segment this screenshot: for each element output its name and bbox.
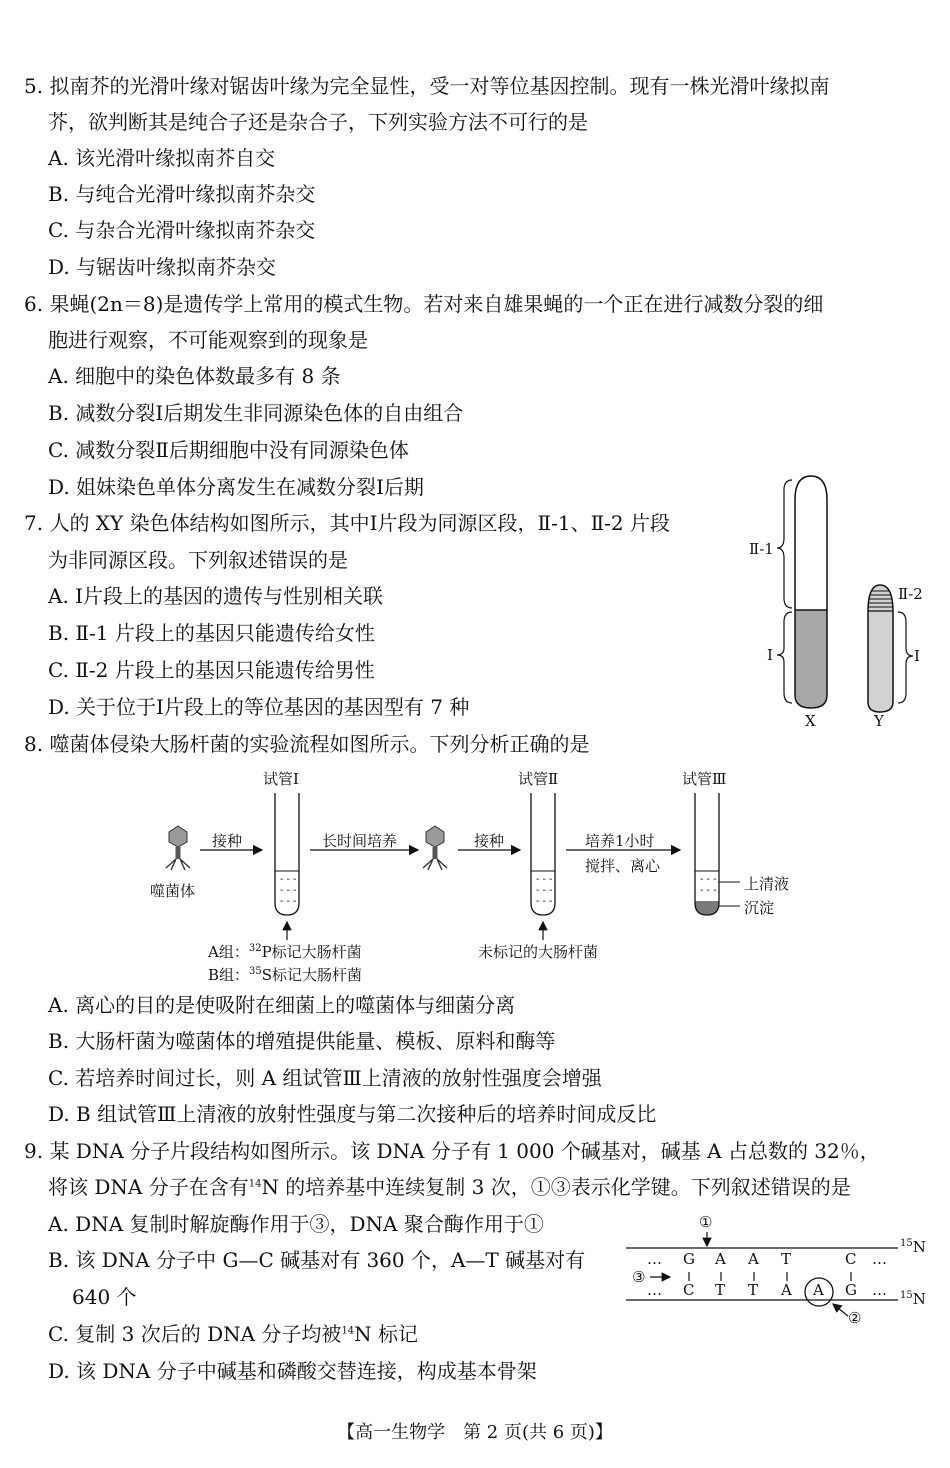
dna-bottom-base: G xyxy=(845,1281,857,1299)
q7-option-a: A. Ⅰ片段上的基因的遗传与性别相关联 xyxy=(48,584,384,608)
q5-stem-line1: 5. 拟南芥的光滑叶缘对锯齿叶缘为完全显性，受一对等位基因控制。现有一株光滑叶缘拟南 xyxy=(24,74,830,98)
dna-top-base: A xyxy=(748,1250,759,1268)
marker2-arrow xyxy=(833,1304,848,1316)
q9-stem-line2: 将该 DNA 分子在含有$^{14}$N 的培养基中连续复制 3 次，①③表示化学键。下列叙述错误的是 xyxy=(48,1175,851,1199)
dna-top-base: A xyxy=(715,1250,726,1268)
q9-option-b-line2: 640 个 xyxy=(72,1285,137,1309)
svg-text:- - -: - - - xyxy=(700,885,717,896)
q8-option-c: C. 若培养时间过长，则 A 组试管Ⅲ上清液的放射性强度会增强 xyxy=(48,1066,602,1090)
svg-text:- - -: - - - xyxy=(280,874,297,885)
tube3-label: 试管Ⅲ xyxy=(682,770,727,788)
arrow1-label: 接种 xyxy=(212,832,243,850)
svg-text:- - -: - - - xyxy=(280,885,297,896)
unlabeled-bacteria-label: 未标记的大肠杆菌 xyxy=(478,943,599,961)
svg-text:- - -: - - - xyxy=(536,874,553,885)
arrow2-label: 长时间培养 xyxy=(322,832,398,850)
dna-bottom-base: A xyxy=(781,1281,792,1299)
tube1-label: 试管Ⅰ xyxy=(263,770,299,788)
group-b-label: B组：$^{35}$S标记大肠杆菌 xyxy=(208,966,363,984)
q6-option-c: C. 减数分裂Ⅱ后期细胞中没有同源染色体 xyxy=(48,438,409,462)
dna-top-base: … xyxy=(872,1250,887,1268)
label-y: Y xyxy=(874,712,884,730)
q9-option-c: C. 复制 3 次后的 DNA 分子均被$^{14}$N 标记 xyxy=(48,1322,419,1346)
q6-stem-line2: 胞进行观察，不可能观察到的现象是 xyxy=(48,328,368,352)
group-a-label: A组：$^{32}$P标记大肠杆菌 xyxy=(208,943,362,961)
q7-stem-line1: 7. 人的 XY 染色体结构如图所示，其中Ⅰ片段为同源区段，Ⅱ-1、Ⅱ-2 片段 xyxy=(24,511,671,535)
q6-stem-line1: 6. 果蝇(2n＝8)是遗传学上常用的模式生物。若对来自雄果蝇的一个正在进行减数分裂的细 xyxy=(24,292,824,316)
dna-top-base: … xyxy=(647,1250,662,1268)
marker1-label: ① xyxy=(699,1213,713,1231)
dna-bottom-base: C xyxy=(683,1281,695,1299)
n15-bottom-label: $^{15}$N xyxy=(900,1290,926,1308)
svg-text:- - -: - - - xyxy=(536,896,553,907)
dna-bottom-base: … xyxy=(647,1281,662,1299)
dna-top-base: G xyxy=(683,1250,695,1268)
arrow3-label: 接种 xyxy=(474,832,505,850)
label-x: X xyxy=(805,712,816,730)
q6-option-a: A. 细胞中的染色体数最多有 8 条 xyxy=(48,364,341,388)
q7-option-b: B. Ⅱ-1 片段上的基因只能遗传给女性 xyxy=(48,621,375,645)
svg-text:- - -: - - - xyxy=(700,874,717,885)
dna-bottom-base: … xyxy=(872,1281,887,1299)
label-i-x: Ⅰ xyxy=(767,646,773,664)
phage-label: 噬菌体 xyxy=(150,882,196,900)
marker3-label: ③ xyxy=(632,1268,646,1286)
svg-text:- - -: - - - xyxy=(536,885,553,896)
q7-option-d: D. 关于位于Ⅰ片段上的等位基因的基因型有 7 种 xyxy=(48,695,470,719)
q9-stem-line1: 9. 某 DNA 分子片段结构如图所示。该 DNA 分子有 1 000 个碱基对，碱基 A 占总数的 32％， xyxy=(24,1139,880,1163)
dna-top-base: C xyxy=(845,1250,857,1268)
sediment-label: 沉淀 xyxy=(744,899,775,917)
q6-option-b: B. 减数分裂Ⅰ后期发生非同源染色体的自由组合 xyxy=(48,401,464,425)
q9-option-b-line1: B. 该 DNA 分子中 G—C 碱基对有 360 个，A—T 碱基对有 xyxy=(48,1248,586,1272)
dna-bottom-base: T xyxy=(748,1281,759,1299)
q8-option-b: B. 大肠杆菌为噬菌体的增殖提供能量、模板、原料和酶等 xyxy=(48,1029,556,1053)
q5-option-c: C. 与杂合光滑叶缘拟南芥杂交 xyxy=(48,218,316,242)
q7-option-c: C. Ⅱ-2 片段上的基因只能遗传给男性 xyxy=(48,658,375,682)
q7-stem-line2: 为非同源区段。下列叙述错误的是 xyxy=(48,548,348,572)
page-footer: 【高一生物学 第 2 页(共 6 页)】 xyxy=(337,1422,613,1443)
q5-stem-line2: 芥，欲判断其是纯合子还是杂合子，下列实验方法不可行的是 xyxy=(48,110,588,134)
q9-option-a: A. DNA 复制时解旋酶作用于③，DNA 聚合酶作用于① xyxy=(48,1212,544,1236)
q9-option-d: D. 该 DNA 分子中碱基和磷酸交替连接，构成基本骨架 xyxy=(48,1359,537,1383)
arrow4-bottom-label: 搅拌、离心 xyxy=(585,857,661,875)
tube2-label: 试管Ⅱ xyxy=(518,770,559,788)
q8-option-d: D. B 组试管Ⅲ上清液的放射性强度与第二次接种后的培养时间成反比 xyxy=(48,1102,657,1126)
q8-stem-line1: 8. 噬菌体侵染大肠杆菌的实验流程如图所示。下列分析正确的是 xyxy=(24,732,590,756)
label-ii2: Ⅱ-2 xyxy=(898,585,923,603)
svg-text:- - -: - - - xyxy=(280,896,297,907)
dna-bottom-base: A xyxy=(813,1281,824,1299)
q5-option-a: A. 该光滑叶缘拟南芥自交 xyxy=(48,146,276,170)
q5-option-b: B. 与纯合光滑叶缘拟南芥杂交 xyxy=(48,182,316,206)
label-ii1: Ⅱ-1 xyxy=(749,540,774,558)
q6-option-d: D. 姐妹染色单体分离发生在减数分裂Ⅰ后期 xyxy=(48,475,424,499)
q5-option-d: D. 与锯齿叶缘拟南芥杂交 xyxy=(48,255,277,279)
label-i-y: Ⅰ xyxy=(914,647,920,665)
dna-bottom-base: T xyxy=(715,1281,726,1299)
n15-top-label: $^{15}$N xyxy=(900,1238,926,1256)
q8-option-a: A. 离心的目的是使吸附在细菌上的噬菌体与细菌分离 xyxy=(48,993,516,1017)
arrow4-top-label: 培养1小时 xyxy=(585,832,655,850)
marker2-label: ② xyxy=(848,1309,862,1327)
supernatant-label: 上清液 xyxy=(744,875,790,893)
dna-top-base: T xyxy=(781,1250,792,1268)
